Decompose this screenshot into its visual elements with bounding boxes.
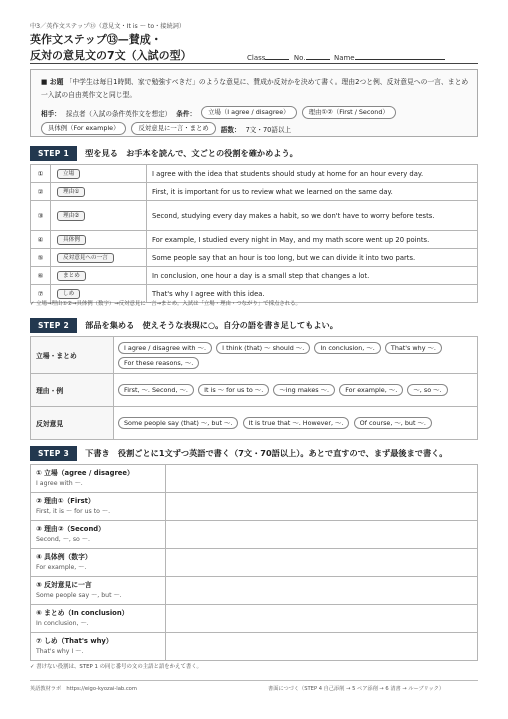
phrase-category: 理由・例	[31, 374, 114, 407]
topic-box	[30, 69, 478, 137]
row-number: ③	[31, 201, 51, 231]
topic-text: 「中学生は毎日1時間、家で勉強すべきだ」のような意見に、賛成か反対かを決めて書く。理由2つと例、反対意見への一言、まとめ一入試の自由英作文と同じ型。	[41, 78, 469, 99]
model-sentence: That's why I agree with this idea.	[147, 285, 478, 303]
draft-answer-cell[interactable]	[166, 633, 478, 661]
table-row	[31, 165, 478, 183]
draft-role: ① 立場（agree / disagree）	[36, 469, 134, 477]
draft-hint: In conclusion, ～.	[36, 620, 89, 627]
draft-hint: Some people say ～, but ～.	[36, 592, 122, 599]
class-field[interactable]	[265, 52, 289, 60]
table-row	[31, 493, 478, 521]
role-tag: 反対意見への一言	[57, 253, 114, 263]
draft-role: ⑦ しめ（That's why）	[36, 637, 113, 645]
phrase-chip[interactable]: That's why ～.	[385, 342, 442, 354]
phrase-chip[interactable]: Of course, ～, but ～.	[354, 417, 432, 429]
draft-answer-cell[interactable]	[166, 465, 478, 493]
model-sentence: First, it is important for us to review what we learned on the same day.	[147, 183, 478, 201]
name-field[interactable]	[355, 52, 445, 60]
phrase-chip[interactable]: First, ～. Second, ～.	[118, 384, 194, 396]
draft-hint: Second, ～, so ～.	[36, 536, 90, 543]
row-number: ①	[31, 165, 51, 183]
topic-statement	[41, 76, 471, 102]
no-label: No.	[293, 54, 306, 62]
phrase-category: 立場・まとめ	[31, 337, 114, 374]
footer-right: 書面につづく（STEP 4 自己添削 → 5 ペア添削 → 6 清書 → ルーブリック）	[268, 686, 445, 692]
draft-role: ② 理由①（First）	[36, 497, 95, 505]
draft-role: ④ 具体例（数字）	[36, 553, 92, 561]
phrase-chip[interactable]: ～ing makes ～.	[273, 384, 335, 396]
footer-divider	[30, 680, 478, 681]
page-title-line2: 反対の意見文の7文（入試の型）	[30, 49, 192, 62]
model-sentence: For example, I studied every night in May, and my math score went up 20 points.	[147, 231, 478, 249]
header-subtitle: 中3／英作文ステップ⑬（意見文・It is ～ to・接続詞）	[30, 23, 186, 30]
audience-label: 相手：	[41, 109, 61, 118]
role-tag: まとめ	[57, 271, 86, 281]
class-name-line	[247, 52, 445, 62]
table-row	[31, 374, 478, 407]
model-sentence: Second, studying every day makes a habit, so we don't have to worry before tests.	[147, 201, 478, 231]
row-number: ⑤	[31, 249, 51, 267]
phrase-category: 反対意見	[31, 407, 114, 440]
role-tag: 理由①	[57, 187, 85, 197]
table-row	[31, 605, 478, 633]
step3-title: 下書き 役割ごとに1文ずつ英語で書く（7文・70語以上）。あとで直すので、まず最後まで書く。	[85, 448, 448, 458]
step1-header	[30, 146, 298, 161]
role-tag: 立場	[57, 169, 80, 179]
draft-role: ⑤ 反対意見に一言	[36, 581, 92, 589]
word-count-label: 語数：	[220, 125, 241, 134]
number-field[interactable]	[306, 52, 330, 60]
step1-badge: STEP 1	[30, 146, 77, 161]
condition-pill: 反対意見に一言・まとめ	[131, 122, 215, 135]
phrase-chip[interactable]: Some people say (that) ～, but ～.	[118, 417, 238, 429]
table-row	[31, 407, 478, 440]
table-row	[31, 633, 478, 661]
phrase-chip[interactable]: For example, ～.	[339, 384, 403, 396]
draft-answer-cell[interactable]	[166, 493, 478, 521]
topic-label: ■ お題	[41, 78, 64, 86]
role-tag: 具体例	[57, 235, 86, 245]
model-sentence: I agree with the idea that students should study at home for an hour every day.	[147, 165, 478, 183]
draft-hint: I agree with ～.	[36, 480, 83, 487]
conditions-row-2	[41, 122, 291, 135]
draft-answer-cell[interactable]	[166, 521, 478, 549]
table-row	[31, 549, 478, 577]
phrase-chip[interactable]: In conclusion, ～.	[314, 342, 380, 354]
phrase-chip[interactable]: For these reasons, ～.	[118, 357, 199, 369]
draft-hint: For example, ～.	[36, 564, 87, 571]
condition-pill: 具体例（For example）	[41, 122, 126, 135]
condition-pill: 理由①②（First / Second）	[302, 106, 396, 119]
step2-title: 部品を集める 使えそうな表現に○。自分の語を書き足してもよい。	[85, 320, 338, 330]
draft-hint: That's why I ～.	[36, 648, 84, 655]
role-tag: 理由②	[57, 211, 85, 221]
step3-note: ✓ 書けない役割は、STEP 1 の同じ番号の文の主語と語をかえて書く。	[30, 664, 202, 670]
draft-answer-cell[interactable]	[166, 549, 478, 577]
table-row	[31, 521, 478, 549]
model-text-table	[30, 164, 478, 303]
footer-left: 英語教材ラボ https://eigo-kyozai-lab.com	[30, 686, 137, 692]
row-number: ②	[31, 183, 51, 201]
conditions-row-1	[41, 106, 396, 119]
row-number: ④	[31, 231, 51, 249]
step2-badge: STEP 2	[30, 318, 77, 333]
step1-note: ✓ 立場→理由①②→具体例（数字）→反対意見に一言→まとめ。入試は「立場・理由・つながり」で採点される。	[30, 301, 301, 307]
phrase-chip[interactable]: It is ～ for us to ～.	[198, 384, 269, 396]
table-row	[31, 201, 478, 231]
draft-hint: First, it is ～ for us to ～.	[36, 508, 111, 515]
row-number: ⑦	[31, 285, 51, 303]
step1-title: 型を見る お手本を読んで、文ごとの役割を確かめよう。	[85, 148, 298, 158]
draft-role: ⑥ まとめ（In conclusion）	[36, 609, 129, 617]
condition-pill: 立場（I agree / disagree）	[201, 106, 297, 119]
header-divider	[30, 63, 478, 64]
page-title-line1: 英作文ステップ⑬—賛成・	[30, 33, 162, 46]
table-row	[31, 231, 478, 249]
table-row	[31, 337, 478, 374]
draft-answer-cell[interactable]	[166, 577, 478, 605]
phrase-chip[interactable]: I think (that) ～ should ～.	[216, 342, 310, 354]
step3-badge: STEP 3	[30, 446, 77, 461]
audience-value: 採点者（入試の条件英作文を想定）	[65, 109, 172, 118]
draft-table	[30, 464, 478, 661]
table-row	[31, 577, 478, 605]
draft-role: ③ 理由②（Second）	[36, 525, 105, 533]
phrase-bank-table	[30, 336, 478, 440]
table-row	[31, 183, 478, 201]
class-label: Class	[247, 54, 266, 62]
word-count-value: 7文・70語以上	[245, 125, 292, 134]
role-tag: しめ	[57, 289, 80, 299]
step3-header	[30, 446, 447, 461]
conditions-label: 条件：	[176, 109, 197, 118]
phrase-chip[interactable]: It is true that ～. However, ～.	[243, 417, 350, 429]
table-row	[31, 465, 478, 493]
model-sentence: In conclusion, one hour a day is a small step that changes a lot.	[147, 267, 478, 285]
model-sentence: Some people say that an hour is too long, but we can divide it into two parts.	[147, 249, 478, 267]
draft-answer-cell[interactable]	[166, 605, 478, 633]
table-row	[31, 267, 478, 285]
row-number: ⑥	[31, 267, 51, 285]
phrase-chip[interactable]: I agree / disagree with ～.	[118, 342, 212, 354]
table-row	[31, 249, 478, 267]
name-label: Name	[333, 54, 355, 62]
phrase-chip[interactable]: ～, so ～.	[407, 384, 447, 396]
step2-header	[30, 318, 338, 333]
